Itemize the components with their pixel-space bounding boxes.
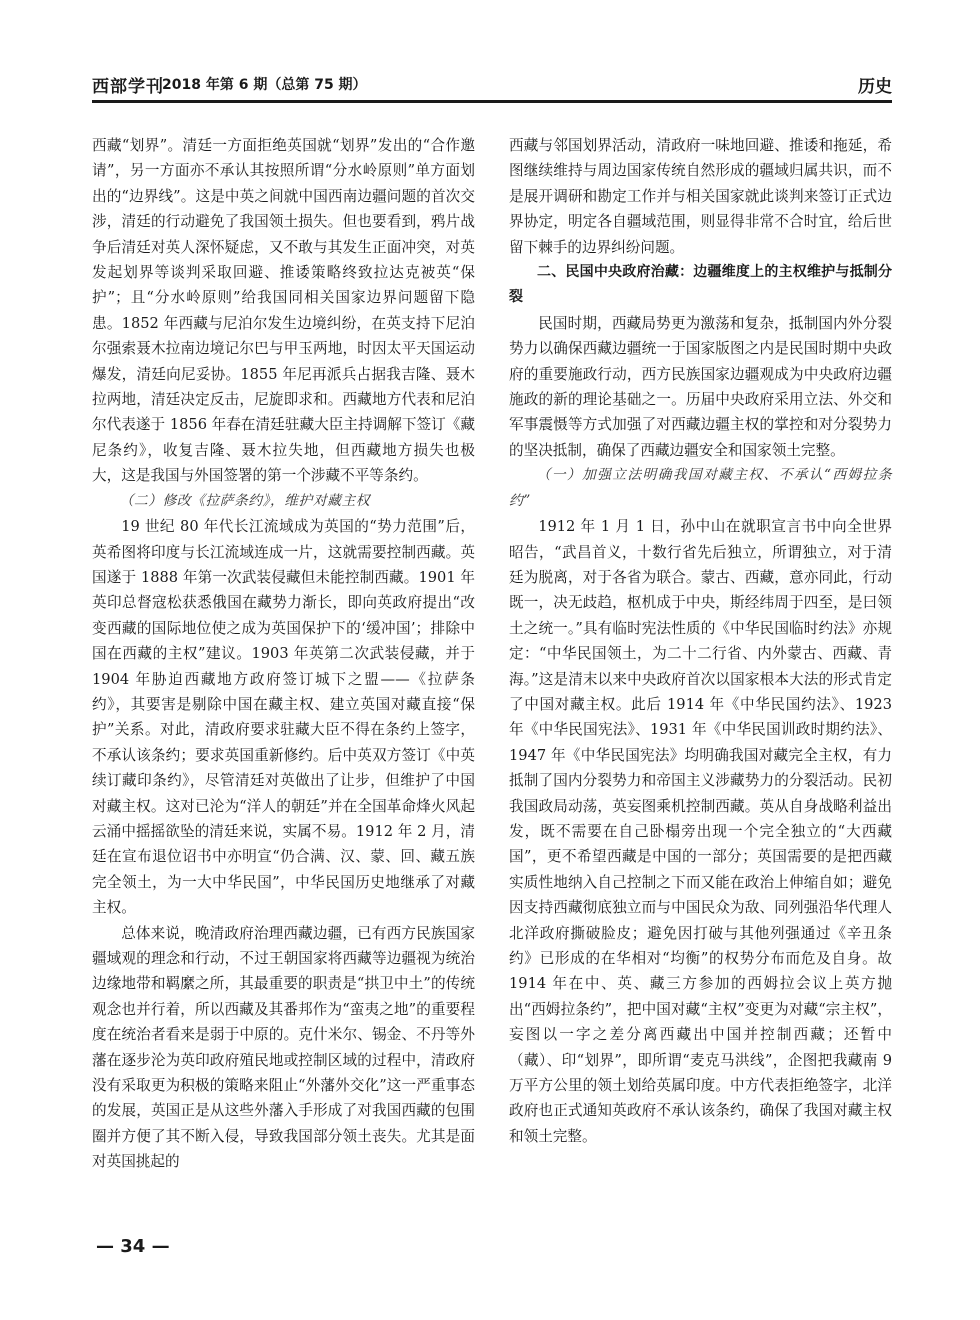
- header-rule: [92, 100, 892, 103]
- subsection-heading: （二）修改《拉萨条约》，维护对藏主权: [119, 492, 371, 509]
- subsection-heading: （一）加强立法明确我国对藏主权、不承认“西姆拉条约”: [509, 467, 892, 509]
- page-header: [92, 72, 892, 106]
- paragraph-continuation: 西藏与邻国划界活动，清政府一味地回避、推诿和拖延，希图继续维持与周边国家传统自然形成的疆域归属共识，而不是展开调研和勘定工作并与相关国家就此谈判来签订正式边界协定，明定各自疆域范围，则显得非常不合时宜，给后世留下棘手的边界纠纷问题。: [509, 137, 892, 256]
- right-column: [509, 133, 892, 1149]
- issue-info: 2018 年第 6 期（总第 75 期）: [162, 77, 367, 93]
- paragraph: 1912 年 1 月 1 日，孙中山在就职宣言书中向全世界昭告，“武昌首义，十数行省先后独立，所谓独立，对于清廷为脱离，对于各省为联合。蒙古、西藏，意亦同此，行动既一，决无歧趋，枢机成于中央，斯经纬周于四至，是曰领土之统一。”具有临时宪法性质的《中华民国临时约法》亦规定：“中华民国领土，为二十二行省、内外蒙古、西藏、青海。”这是清末以来中央政府首次以国家根本大法的形式肯定了中国对藏主权。此后 1914 年《中华民国约法》、1923 年《中华民国宪法》、1931 年《中华民国训政时期约法》、1947 年《中华民国宪法》均明确我国对藏完全主权，有力抵制了国内分裂势力和帝国主义涉藏势力的分裂活动。民初我国政局动荡，英妄图乘机控制西藏。英从自身战略利益出发，既不需要在自己卧榻旁出现一个完全独立的“大西藏国”，更不希望西藏是中国的一部分；英国需要的是把西藏实质性地纳入自己控制之下而又能在政治上伸缩自如；避免因支持西藏彻底独立而与中国民众为敌、同列强沿华代理人北洋政府撕破脸皮；避免因打破与其他列强通过《辛丑条约》已形成的在华相对“均衡”的权势分布而危及自身。故 1914 年在中、英、藏三方参加的西姆拉会议上英方抛出“西姆拉条约”，把中国对藏“主权”变更为对藏“宗主权”，妄图以一字之差分离西藏出中国并控制西藏；还暂中（藏）、印“划界”，即所谓“麦克马洪线”，企图把我藏南 9 万平方公里的领土划给英属印度。中方代表拒绝签字，北洋政府也正式通知英政府不承认该条约，确保了我国对藏主权和领土完整。: [509, 518, 892, 1145]
- journal-title: 西部学刊: [92, 77, 164, 97]
- paragraph: 民国时期，西藏局势更为激荡和复杂，抵制国内外分裂势力以确保西藏边疆统一于国家版图之内是民国时期中央政府的重要施政行动，西方民族国家边疆观成为中央政府边疆施政的新的理论基础之一。历届中央政府采用立法、外交和军事震慑等方式加强了对西藏边疆主权的掌控和对分裂势力的坚决抵制，确保了西藏边疆安全和国家领土完整。: [509, 314, 892, 459]
- left-column: [92, 133, 475, 1175]
- paragraph: 19 世纪 80 年代长江流域成为英国的“势力范围”后，英希图将印度与长江流域连成一片，这就需要控制西藏。英国遂于 1888 年第一次武装侵藏但未能控制西藏。1901 年英印总督寇松获悉俄国在藏势力渐长，即向英政府提出“改变西藏的国际地位使之成为英国保护下的‘缓冲国’；排除中国在西藏的主权”建议。1903 年英第二次武装侵藏，并于 1904 年胁迫西藏地方政府签订城下之盟——《拉萨条约》，其要害是剔除中国在藏主权、建立英国对藏直接“保护”关系。对此，清政府要求驻藏大臣不得在条约上签字，不承认该条约；要求英国重新修约。后中英双方签订《中英续订藏印条约》，尽管清廷对英做出了让步，但维护了中国对藏主权。这对已沦为“洋人的朝廷”并在全国革命烽火风起云涌中摇摇欲坠的清廷来说，实属不易。1912 年 2 月，清廷在宣布退位诏书中亦明宣“仍合满、汉、蒙、回、藏五族完全领土，为一大中华民国”，中华民国历史地继承了对藏主权。: [92, 518, 475, 917]
- paragraph-continuation: 西藏“划界”。清廷一方面拒绝英国就“划界”发出的“合作邀请”，另一方面亦不承认其按照所谓“分水岭原则”单方面划出的“边界线”。这是中英之间就中国西南边疆问题的首次交涉，清廷的行动避免了我国领土损失。但也要看到，鸦片战争后清廷对英人深怀疑虑，又不敢与其发生正面冲突，对英发起划界等谈判采取回避、推诿策略终致拉达克被英“保护”；且“分水岭原则”给我国同相关国家边界问题留下隐患。1852 年西藏与尼泊尔发生边境纠纷，在英支持下尼泊尔强索聂木拉南边境记尔巴与甲玉两地，时因太平天国运动爆发，清廷向尼妥协。1855 年尼再派兵占据我吉隆、聂木拉两地，清廷决定反击，尼旋即求和。西藏地方代表和尼泊尔代表遂于 1856 年春在清廷驻藏大臣主持调解下签订《藏尼条约》，收复吉隆、聂木拉失地，但西藏地方损失也极大，这是我国与外国签署的第一个涉藏不平等条约。: [92, 137, 475, 485]
- section-label: 历史: [858, 77, 892, 97]
- paragraph: 总体来说，晚清政府治理西藏边疆，已有西方民族国家疆域观的理念和行动，不过王朝国家将西藏等边疆视为统治边缘地带和羁縻之所，其最重要的职责是“拱卫中土”的传统观念也并行着，所以西藏及其番邦作为“蛮夷之地”的重要程度在统治者看来是弱于中原的。克什米尔、锡金、不丹等外藩在逐步沦为英印政府殖民地或控制区域的过程中，清政府没有采取更为积极的策略来阻止“外藩外交化”这一严重事态的发展，英国正是从这些外藩入手形成了对我国西藏的包围圈并方便了其不断入侵，导致我国部分领土丧失。尤其是面对英国挑起的: [92, 924, 475, 1171]
- page-number: — 34 —: [96, 1236, 170, 1257]
- section-heading: 二、民国中央政府治藏：边疆维度上的主权维护与抵制分裂: [509, 264, 892, 306]
